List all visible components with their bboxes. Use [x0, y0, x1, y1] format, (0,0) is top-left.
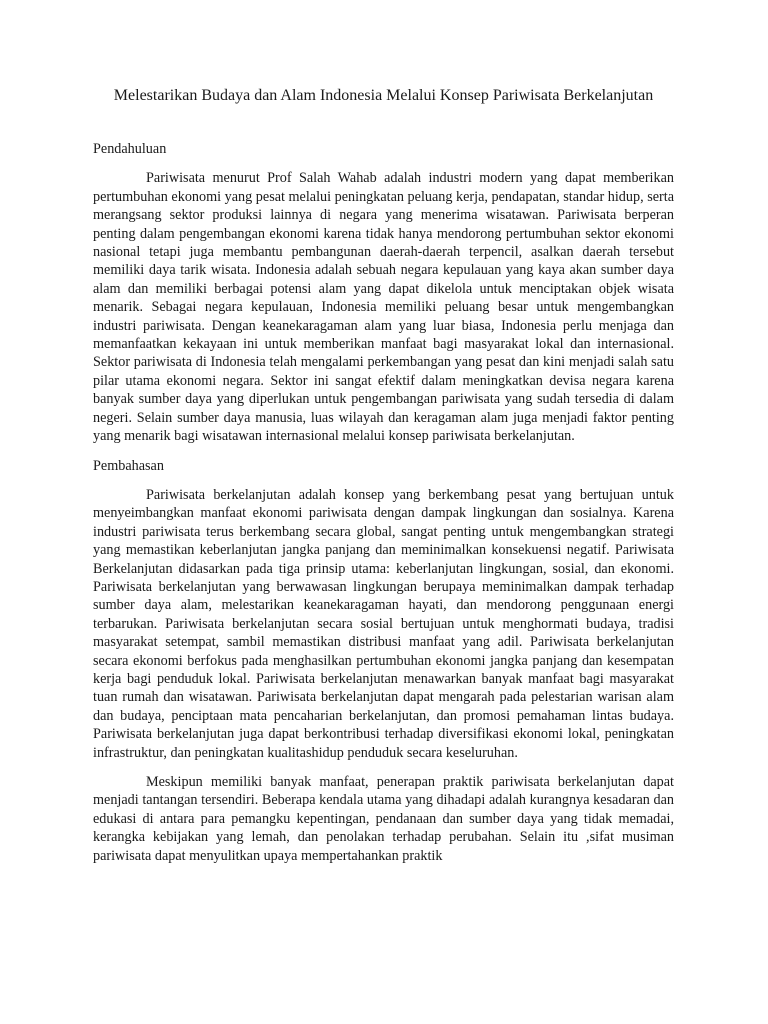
paragraph: Meskipun memiliki banyak manfaat, penerapan praktik pariwisata berkelanjutan dapat menjadi tantangan tersendiri. Beberapa kendala utama yang dihadapi adalah kurangnya kesadaran dan edukasi di antara para pemangku kepentingan, pendanaan dan sumber daya yang tidak memadai, kerangka kebijakan yang lemah, dan penolakan terhadap perubahan. Selain itu ,sifat musiman pariwisata dapat menyulitkan upaya mempertahankan praktik: [93, 774, 674, 864]
document-title: Melestarikan Budaya dan Alam Indonesia Melalui Konsep Pariwisata Berkelanjutan: [113, 87, 654, 104]
section-heading-discussion: Pembahasan: [93, 457, 164, 474]
paragraph: Pariwisata berkelanjutan adalah konsep yang berkembang pesat yang bertujuan untuk menyeimbangkan manfaat ekonomi pariwisata dengan dampak lingkungan dan sosialnya. Karena industri pariwisata terus berkembang secara global, sangat penting untuk mengembangkan strategi yang memastikan keberlanjutan jangka panjang dan meminimalkan konsekuensi negatif. Pariwisata Berkelanjutan didasarkan pada tiga prinsip utama: keberlanjutan lingkungan, sosial, dan ekonomi. Pariwisata berkelanjutan yang berwawasan lingkungan berupaya meminimalkan dampak terhadap sumber daya alam, melestarikan keanekaragaman hayati, dan mendorong penggunaan energi terbarukan. Pariwisata berkelanjutan secara sosial bertujuan untuk menghormati budaya, tradisi masyarakat setempat, sambil memastikan distribusi manfaat yang adil. Pariwisata berkelanjutan secara ekonomi berfokus pada menghasilkan pertumbuhan ekonomi jangka panjang dan kesempatan kerja bagi penduduk lokal. Pariwisata berkelanjutan menawarkan banyak manfaat bagi masyarakat tuan rumah dan wisatawan. Pariwisata berkelanjutan dapat mengarah pada pelestarian warisan alam dan budaya, penciptaan mata pencaharian berkelanjutan, dan promosi pemahaman lintas budaya. Pariwisata berkelanjutan juga dapat berkontribusi terhadap diversifikasi ekonomi lokal, peningkatan infrastruktur, dan peningkatan kualitashidup penduduk secara keseluruhan.: [93, 486, 674, 761]
section-heading-introduction: Pendahuluan: [93, 141, 167, 157]
paragraph: Pariwisata menurut Prof Salah Wahab adalah industri modern yang dapat memberikan pertumbuhan ekonomi yang pesat melalui peningkatan peluang kerja, pendapatan, standar hidup, serta merangsang sektor produksi lainnya di negara yang menerima wisatawan. Pariwisata berperan penting dalam pengembangan ekonomi karena tidak hanya mendorong pertumbuhan sektor ekonomi nasional tetapi juga membantu pembangunan daerah-daerah terpencil, asalkan daerah tersebut memiliki daya tarik wisata. Indonesia adalah sebuah negara kepulauan yang kaya akan sumber daya alam dan memiliki berbagai potensi alam yang dapat dikelola untuk menciptakan objek wisata menarik. Sebagai negara kepulauan, Indonesia memiliki peluang besar untuk mengembangkan industri pariwisata. Dengan keanekaragaman alam yang luar biasa, Indonesia perlu menjaga dan memanfaatkan kekayaan ini untuk memberikan manfaat bagi masyarakat lokal dan internasional. Sektor pariwisata di Indonesia telah mengalami perkembangan yang pesat dan kini menjadi salah satu pilar utama ekonomi negara. Sektor ini sangat efektif dalam meningkatkan devisa negara karena banyak sumber daya yang diperlukan untuk pengembangan pariwisata yang sudah tersedia di dalam negeri. Selain sumber daya manusia, luas wilayah dan keragaman alam juga menjadi faktor penting yang menarik bagi wisatawan internasional melalui konsep pariwisata berkelanjutan.: [93, 170, 674, 445]
section-discussion: [93, 457, 674, 866]
document-page: [93, 86, 674, 876]
section-introduction: [93, 140, 674, 446]
